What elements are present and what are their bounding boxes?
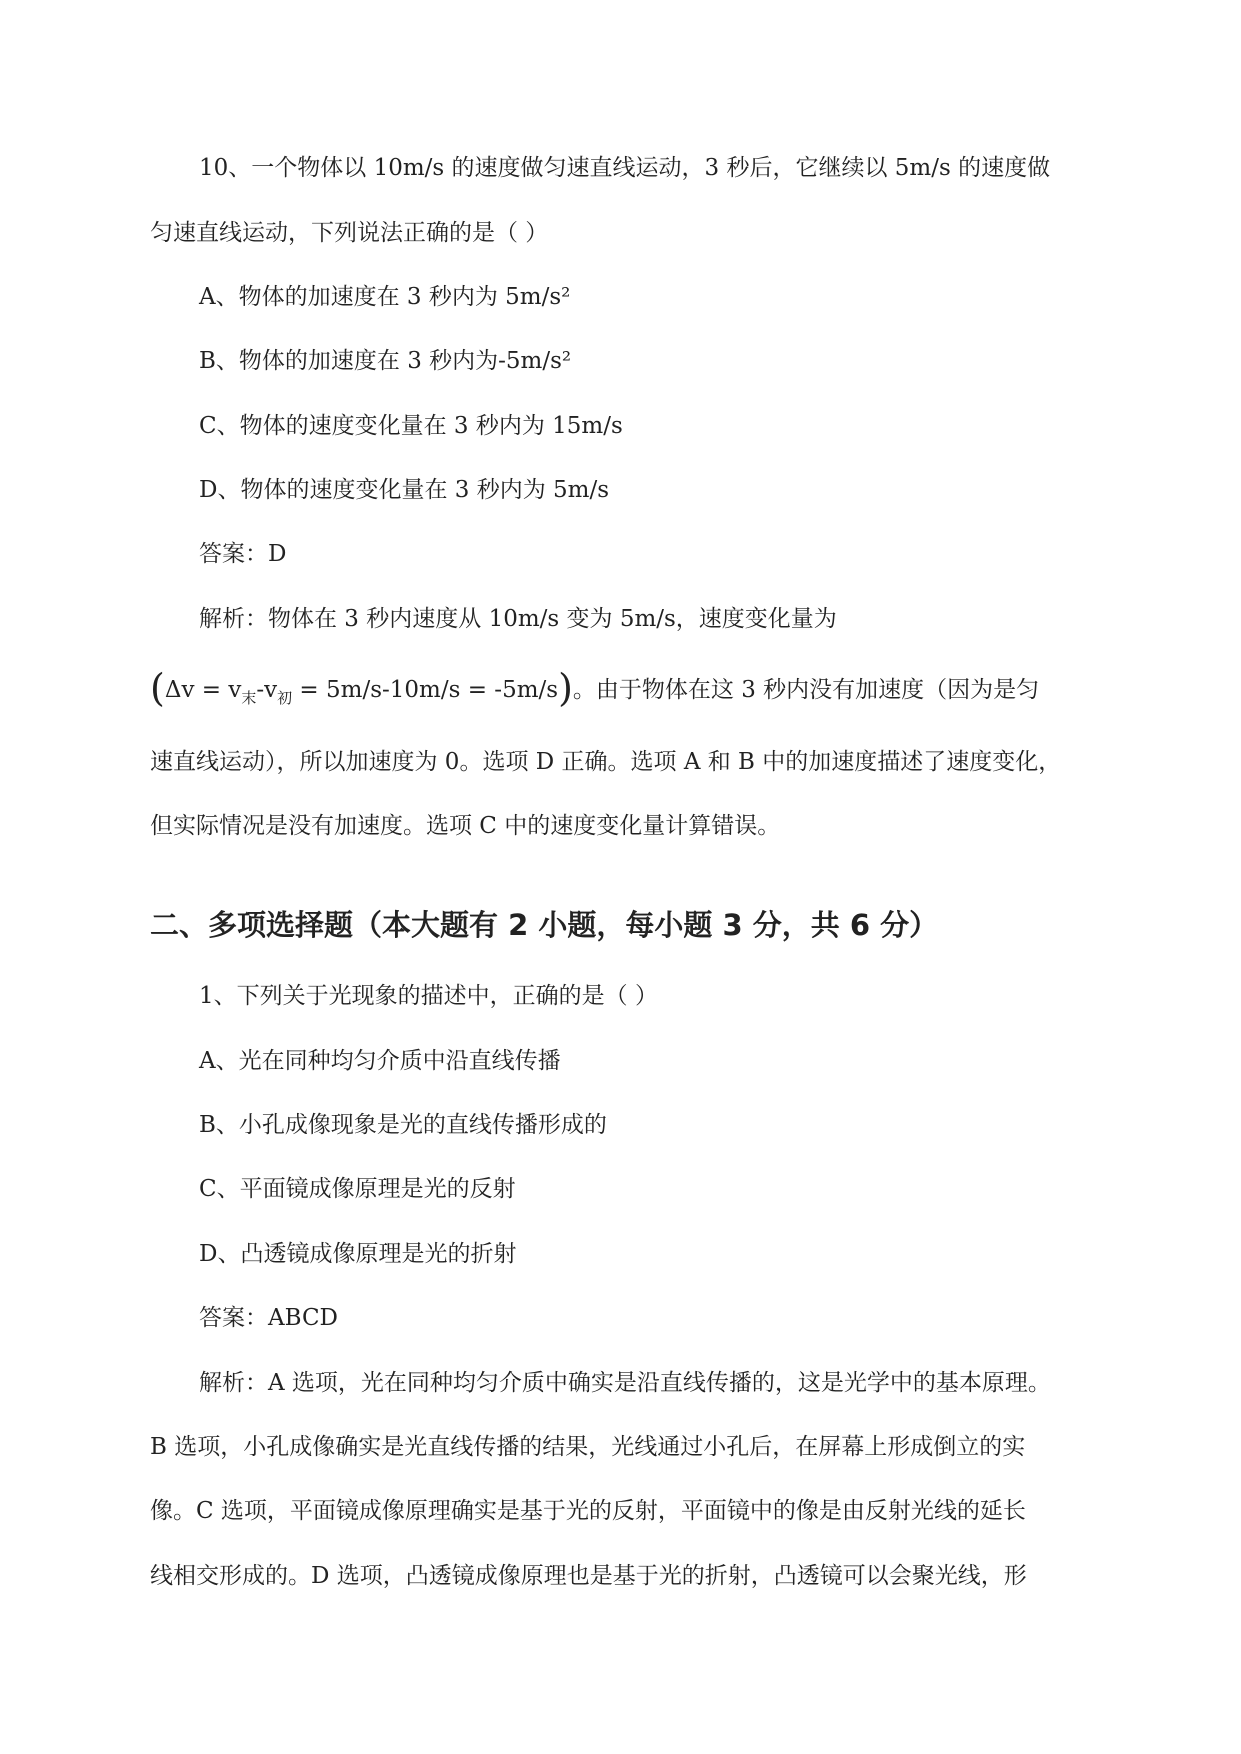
formula-open-paren: (: [150, 666, 165, 710]
formula-result: = 5m/s-10m/s = -5m/s: [292, 677, 559, 703]
q1-option-a: A、光在同种均匀介质中沿直线传播: [199, 1048, 561, 1074]
q1-answer: 答案：ABCD: [199, 1305, 338, 1331]
formula-minus-v: -v: [256, 677, 278, 703]
q10-option-b: B、物体的加速度在 3 秒内为-5m/s²: [199, 348, 572, 374]
q1-option-d: D、凸透镜成像原理是光的折射: [199, 1241, 517, 1267]
q1-analysis-line1: 解析：A 选项，光在同种均匀介质中确实是沿直线传播的，这是光学中的基本原理。: [199, 1370, 1051, 1396]
q10-stem-line1: 10、一个物体以 10m/s 的速度做匀速直线运动，3 秒后，它继续以 5m/s 的速度做: [199, 155, 1051, 181]
q1-stem: 1、下列关于光现象的描述中，正确的是（ ）: [199, 983, 658, 1009]
q1-analysis-line3: 像。C 选项，平面镜成像原理确实是基于光的反射，平面镜中的像是由反射光线的延长: [150, 1498, 1026, 1524]
q10-stem-line2: 匀速直线运动，下列说法正确的是（ ）: [150, 220, 549, 246]
formula-close-paren: ): [558, 666, 573, 710]
q10-analysis-line3: 速直线运动），所以加速度为 0。选项 D 正确。选项 A 和 B 中的加速度描述了速度变化，: [150, 749, 1062, 775]
q10-option-a: A、物体的加速度在 3 秒内为 5m/s²: [199, 284, 571, 310]
q1-option-c: C、平面镜成像原理是光的反射: [199, 1176, 516, 1202]
q10-answer: 答案：D: [199, 541, 287, 567]
q1-analysis-line2: B 选项，小孔成像确实是光直线传播的结果，光线通过小孔后，在屏幕上形成倒立的实: [150, 1434, 1026, 1460]
formula-subscript-end: 末: [241, 689, 257, 707]
section-heading: 二、多项选择题（本大题有 2 小题，每小题 3 分，共 6 分）: [150, 908, 939, 942]
q10-option-d: D、物体的速度变化量在 3 秒内为 5m/s: [199, 477, 610, 503]
formula-trailing-text: 。由于物体在这 3 秒内没有加速度（因为是匀: [572, 677, 1040, 703]
formula-subscript-start: 初: [277, 689, 293, 707]
q10-option-c: C、物体的速度变化量在 3 秒内为 15m/s: [199, 413, 623, 439]
q10-analysis-line4: 但实际情况是没有加速度。选项 C 中的速度变化量计算错误。: [150, 813, 781, 839]
formula-delta-v: Δv = v: [164, 677, 242, 703]
q10-analysis-line1: 解析：物体在 3 秒内速度从 10m/s 变为 5m/s，速度变化量为: [199, 606, 837, 632]
q10-analysis-formula-line: [150, 666, 1040, 714]
q1-analysis-line4: 线相交形成的。D 选项，凸透镜成像原理也是基于光的折射，凸透镜可以会聚光线，形: [150, 1563, 1027, 1589]
q1-option-b: B、小孔成像现象是光的直线传播形成的: [199, 1112, 607, 1138]
